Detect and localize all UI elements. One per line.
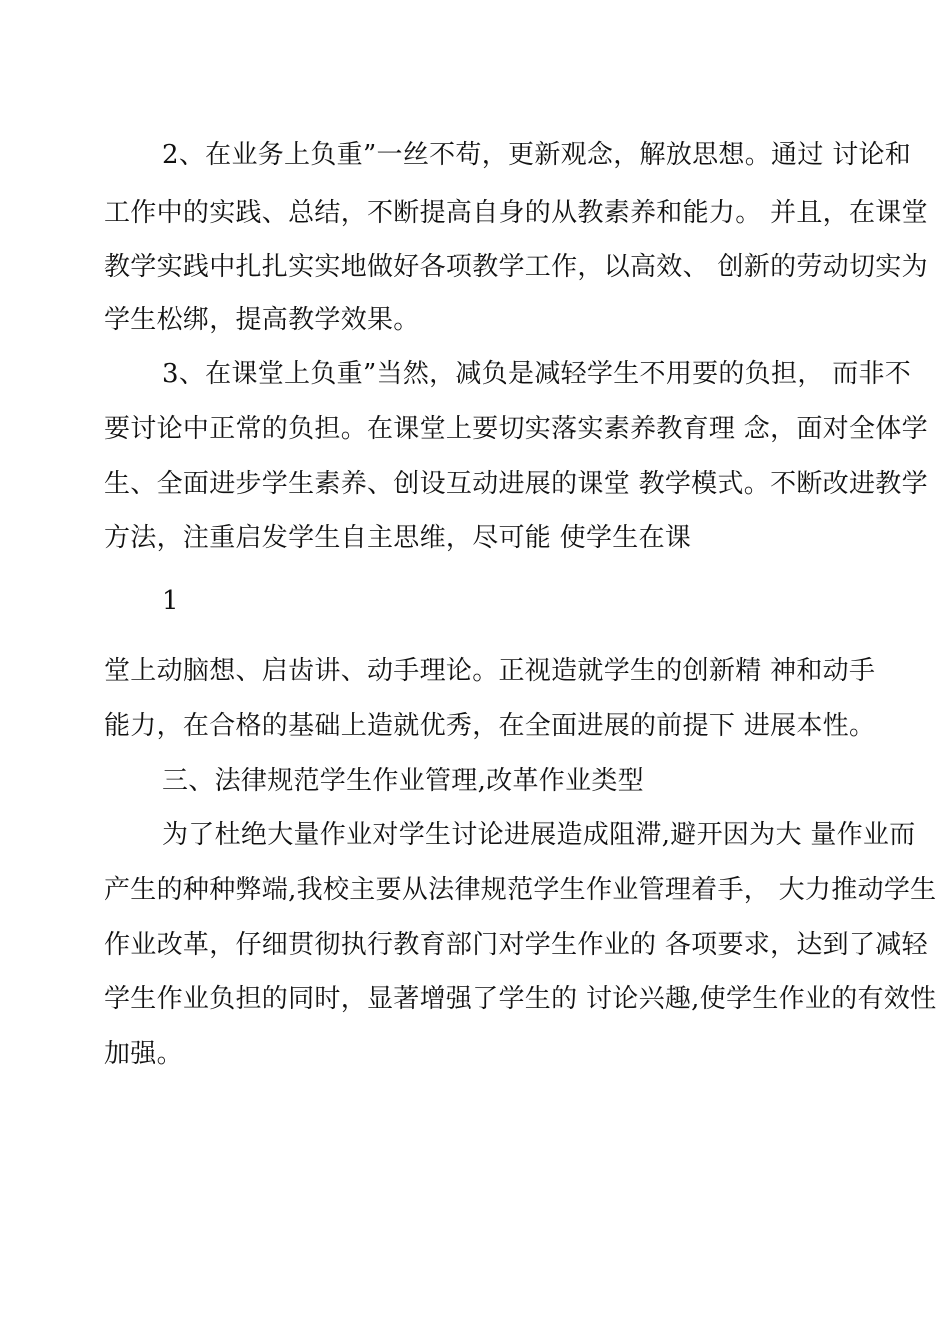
paragraph-2-line-3: 教学实践中扎扎实实地做好各项教学工作，以高效、 创新的劳动切实为 (104, 252, 928, 282)
paragraph-3-line-2: 要讨论中正常的负担。在课堂上要切实落实素养教育理 念，面对全体学 (104, 414, 928, 444)
paragraph-5-line-5: 加强。 (104, 1039, 183, 1069)
paragraph-3-line-3: 生、全面进步学生素养、创设互动进展的课堂 教学模式。不断改进教学 (104, 469, 928, 499)
paragraph-2-line-1: 2、在业务上负重”一丝不苟，更新观念，解放思想。通过 讨论和 (162, 140, 912, 170)
paragraph-5-line-1: 为了杜绝大量作业对学生讨论进展造成阻滞,避开因为大 量作业而 (162, 820, 916, 850)
paragraph-4-line-1: 堂上动脑想、启齿讲、动手理论。正视造就学生的创新精 神和动手 (104, 656, 876, 686)
paragraph-5-line-4: 学生作业负担的同时，显著增强了学生的 讨论兴趣,使学生作业的有效性 (104, 984, 937, 1014)
paragraph-2-line-2: 工作中的实践、总结，不断提高自身的从教素养和能力。 并且，在课堂 (104, 198, 928, 228)
section-heading-3: 三、法律规范学生作业管理,改革作业类型 (162, 766, 644, 796)
paragraph-3-line-4: 方法，注重启发学生自主思维，尽可能 使学生在课 (104, 523, 692, 553)
paragraph-5-line-2: 产生的种种弊端,我校主要从法律规范学生作业管理着手， 大力推动学生 (104, 875, 937, 905)
paragraph-4-line-2: 能力，在合格的基础上造就优秀，在全面进展的前提下 进展本性。 (104, 711, 876, 741)
paragraph-3-line-1: 3、在课堂上负重”当然，减负是减轻学生不用要的负担， 而非不 (162, 359, 912, 389)
page-number: 1 (162, 586, 179, 616)
paragraph-2-line-4: 学生松绑，提高教学效果。 (104, 305, 420, 335)
paragraph-5-line-3: 作业改革，仔细贯彻执行教育部门对学生作业的 各项要求，达到了减轻 (104, 930, 928, 960)
